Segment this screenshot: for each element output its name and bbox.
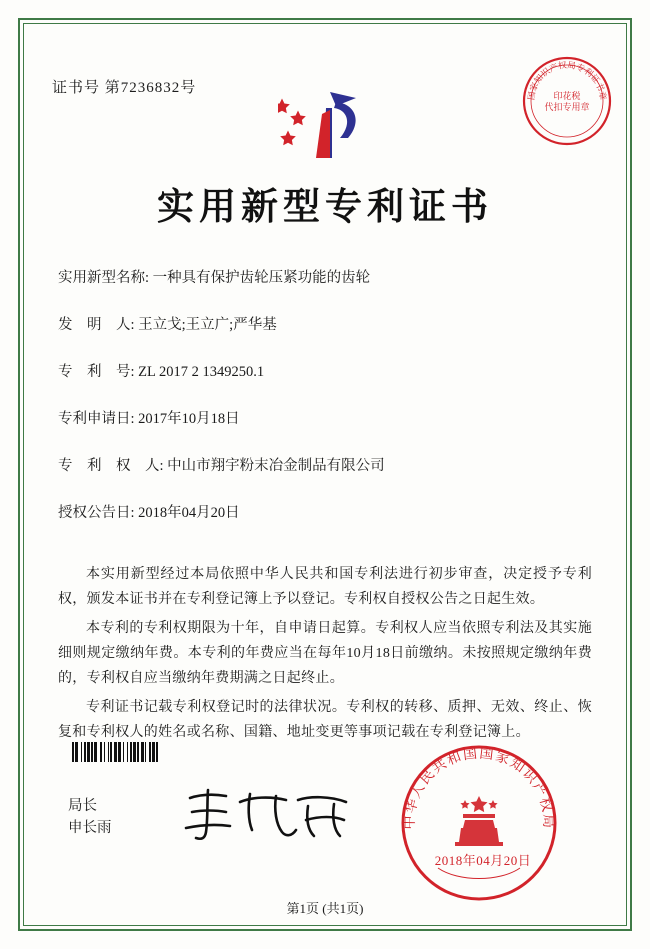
field-row <box>58 503 598 523</box>
svg-text:中华人民共和国国家知识产权局: 中华人民共和国国家知识产权局 <box>402 746 556 830</box>
official-seal-icon <box>398 742 560 904</box>
cnipa-logo-icon <box>278 88 374 164</box>
seal-date: 2018年04月20日 <box>434 853 532 868</box>
field-value: 2018年04月20日 <box>138 505 240 521</box>
field-row <box>58 456 598 476</box>
field-label: 专 利 权 人: <box>58 458 164 474</box>
body-paragraph: 专利证书记载专利权登记时的法律状况。专利权的转移、质押、无效、终止、恢复和专利权人的姓名或名称、国籍、地址变更等事项记载在专利登记簿上。 <box>58 700 592 740</box>
barcode <box>72 742 362 762</box>
signature-block <box>68 795 112 839</box>
field-value: 一种具有保护齿轮压紧功能的齿轮 <box>152 270 371 286</box>
field-row <box>58 268 598 288</box>
field-value: 王立戈;王立广;严华基 <box>138 317 277 333</box>
svg-text:国家知识产权局专利证书章: 国家知识产权局专利证书章 <box>525 59 609 101</box>
body-paragraph: 本专利的专利权期限为十年，自申请日起算。专利权人应当依照专利法及其实施细则规定缴纳年费。本专利的年费应当在每年10月18日前缴纳。未按照规定缴纳年费的，专利权自应当缴纳年费期满之日起终止。 <box>58 621 592 686</box>
svg-text:代扣专用章: 代扣专用章 <box>544 102 590 112</box>
field-row <box>58 409 598 429</box>
certificate-fields <box>58 268 598 550</box>
field-value: 中山市翔宇粉末冶金制品有限公司 <box>167 458 385 474</box>
field-value: ZL 2017 2 1349250.1 <box>138 364 265 380</box>
field-row <box>58 315 598 335</box>
field-label: 实用新型名称: <box>58 270 150 286</box>
certificate-number: 证书号 第7236832号 <box>52 80 197 96</box>
page-title: 实用新型专利证书 <box>157 184 493 228</box>
page-footer: 第1页 (共1页) <box>286 901 364 916</box>
field-label: 专 利 号: <box>58 364 135 380</box>
field-label: 发 明 人: <box>58 317 135 333</box>
field-label: 专利申请日: <box>58 411 135 427</box>
svg-text:印花税: 印花税 <box>553 91 581 101</box>
signature-role: 局长 <box>68 798 97 814</box>
certificate-body <box>58 562 592 749</box>
field-row <box>58 362 598 382</box>
signature-name: 申长雨 <box>68 820 112 836</box>
body-paragraph: 本实用新型经过本局依照中华人民共和国专利法进行初步审查，决定授予专利权，颁发本证书并在专利登记簿上予以登记。专利权自授权公告之日起生效。 <box>58 567 592 607</box>
field-value: 2017年10月18日 <box>138 411 240 427</box>
handwritten-signature-icon <box>178 780 358 850</box>
registration-seal-icon <box>521 55 613 147</box>
field-label: 授权公告日: <box>58 505 135 521</box>
